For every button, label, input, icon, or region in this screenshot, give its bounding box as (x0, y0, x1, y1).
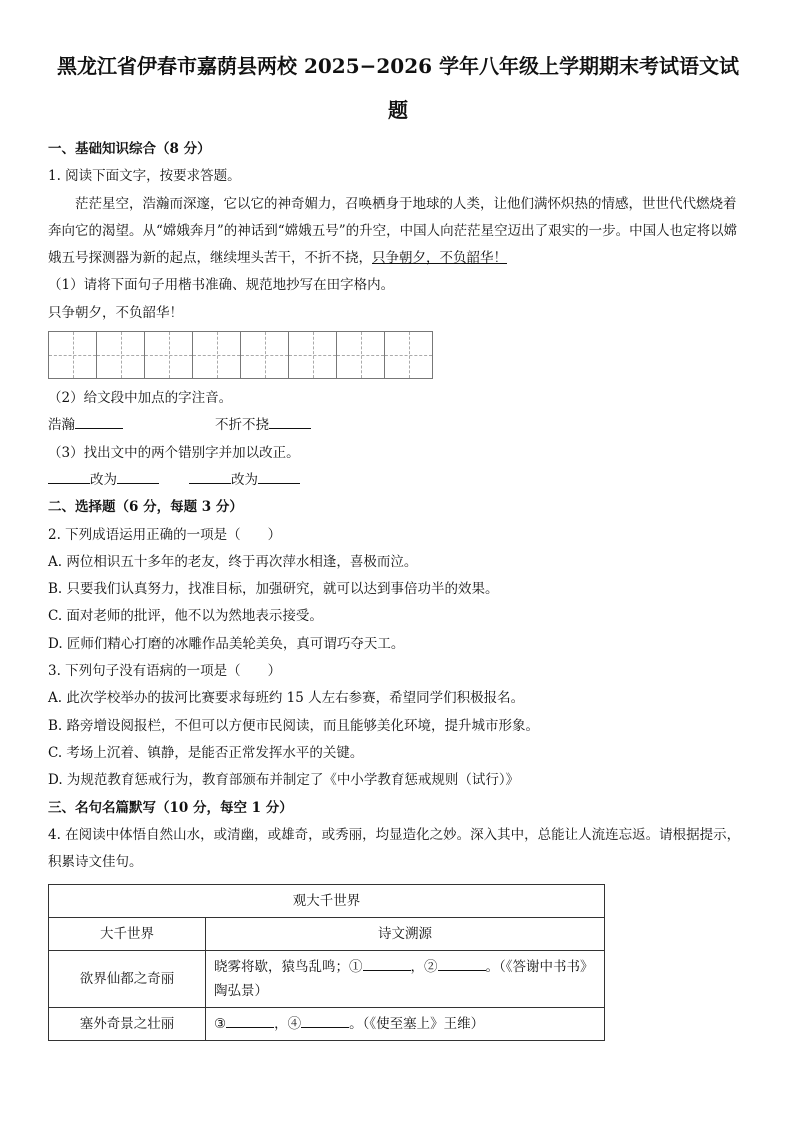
q3-option-c[interactable]: C. 考场上沉着、镇静，是能否正常发挥水平的关键。 (48, 744, 364, 761)
tianzige-grid[interactable] (48, 331, 433, 379)
pinyin-row (48, 412, 748, 439)
row1-text-a: 晓雾将歇，猿鸟乱鸣；① (214, 959, 363, 976)
copy-sentence: 只争朝夕，不负韶华！ (48, 304, 183, 321)
tianzige-cell[interactable] (385, 331, 433, 379)
change-label-2: 改为 (231, 471, 258, 488)
q2-option-a[interactable]: A. 两位相识五十多年的老友，终于再次萍水相逢，喜极而泣。 (48, 553, 418, 570)
q2-option-c[interactable]: C. 面对老师的批评，他不以为然地表示接受。 (48, 608, 323, 625)
tianzige-cell[interactable] (97, 331, 145, 379)
correction-row (48, 467, 748, 494)
q3-stem: 3. 下列句子没有语病的一项是（ ） (48, 663, 282, 680)
passage-underlined: 只争朝夕，不负韶华！ (372, 250, 507, 267)
row2-text-b: ，④ (274, 1016, 302, 1033)
typo-blank-1[interactable] (48, 469, 90, 484)
tianzige-cell[interactable] (337, 331, 385, 379)
table-caption: 观大千世界 (49, 885, 605, 918)
poem-table (48, 884, 605, 1041)
blank-4[interactable] (301, 1013, 349, 1028)
tianzige-cell[interactable] (193, 331, 241, 379)
blank-1[interactable] (363, 956, 411, 971)
row1-content (206, 951, 605, 1008)
sub-question-1: （1）请将下面句子用楷书准确、规范地抄写在田字格内。 (48, 277, 395, 294)
table-header-col1: 大千世界 (49, 918, 206, 951)
section1-heading: 一、基础知识综合（8 分） (48, 141, 211, 157)
row1-label: 欲界仙都之奇丽 (49, 951, 206, 1008)
row2-text-a: ③ (214, 1016, 227, 1033)
fix-blank-1[interactable] (117, 469, 159, 484)
blank-2[interactable] (438, 956, 486, 971)
q3-option-a[interactable]: A. 此次学校举办的拔河比赛要求每班约 15 人左右参赛，希望同学们积极报名。 (48, 690, 525, 707)
typo-blank-2[interactable] (189, 469, 231, 484)
row1-text-b: ，② (410, 959, 438, 976)
q2-option-b[interactable]: B. 只要我们认真努力，找准目标，加强研究，就可以达到事倍功半的效果。 (48, 581, 499, 598)
row1-text-c: 。（《答谢中书书》陶弘景） (214, 959, 594, 1000)
q3-option-b[interactable]: B. 路旁增设阅报栏，不但可以方便市民阅读，而且能够美化环境，提升城市形象。 (48, 717, 540, 734)
change-label-1: 改为 (90, 471, 117, 488)
tianzige-cell[interactable] (241, 331, 289, 379)
sub-question-3: （3）找出文中的两个错别字并加以改正。 (48, 444, 300, 461)
answer-blank-a[interactable] (75, 414, 123, 429)
q2-stem: 2. 下列成语运用正确的一项是（ ） (48, 526, 282, 543)
tianzige-cell[interactable] (145, 331, 193, 379)
row2-label: 塞外奇景之壮丽 (49, 1008, 206, 1041)
tianzige-cell[interactable] (289, 331, 337, 379)
fix-blank-2[interactable] (258, 469, 300, 484)
table-header-col2: 诗文溯源 (206, 918, 605, 951)
row2-content (206, 1008, 605, 1041)
q1-prompt: 1. 阅读下面文字，按要求答题。 (48, 168, 241, 185)
passage (48, 191, 748, 273)
section3-heading: 三、名句名篇默写（10 分，每空 1 分） (48, 799, 293, 816)
sub-question-2: （2）给文段中加点的字注音。 (48, 390, 233, 407)
word-b: 不折不挠 (215, 417, 269, 434)
q3-option-d[interactable]: D. 为规范教育惩戒行为，教育部颁布并制定了《中小学教育惩戒规则（试行）》 (48, 772, 520, 789)
passage-lead: 茫茫星空，浩瀚而深邃，它以它的神奇媚力，召唤栖身于地球的人类，让他们满怀炽热的情感，世世代代燃烧着奔向它的渴望。从“嫦娥奔月”的神话到“嫦娥五号”的升空，中国人向茫茫星空迈出了艰实的一步。中国人也定将以嫦娥五号探测器为新的起点，继续埋头苦干，不折不挠， (48, 195, 738, 267)
tianzige-cell[interactable] (49, 331, 97, 379)
q2-option-d[interactable]: D. 匠师们精心打磨的冰雕作品美轮美奂，真可谓巧夺天工。 (48, 635, 405, 652)
q4-stem: 4. 在阅读中体悟自然山水，或清幽，或雄奇，或秀丽，均显造化之妙。深入其中，总能让人流连忘返。请根据提示，积累诗文佳句。 (48, 826, 741, 871)
blank-3[interactable] (226, 1013, 274, 1028)
word-a: 浩瀚 (48, 417, 75, 434)
answer-blank-b[interactable] (269, 414, 311, 429)
row2-text-c: 。（《使至塞上》王维） (349, 1016, 485, 1033)
page-title: 黑龙江省伊春市嘉荫县两校 2025−2026 学年八年级上学期期末考试语文试题 (56, 54, 739, 122)
exam-page (48, 44, 748, 1041)
section2-heading: 二、选择题（6 分，每题 3 分） (48, 499, 243, 516)
